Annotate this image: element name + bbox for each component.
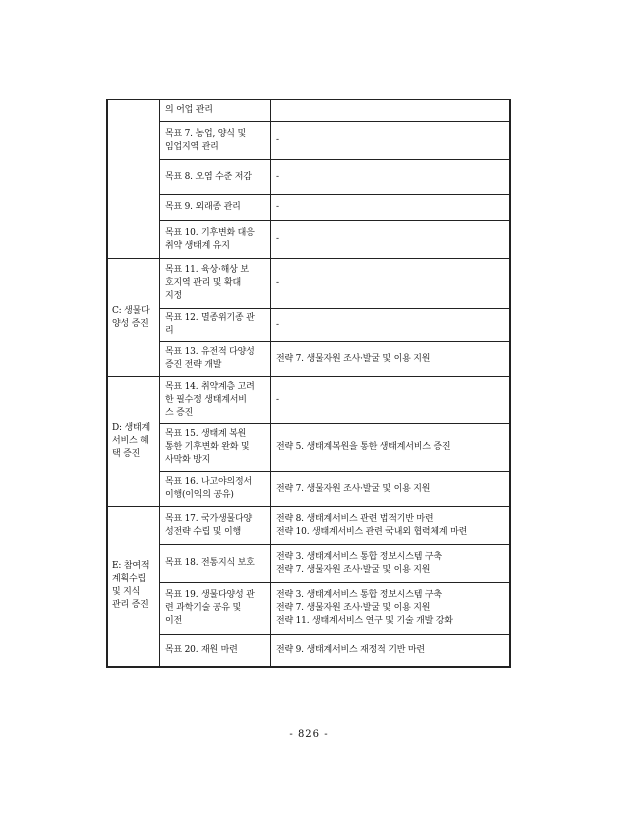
goal-text: 련 과학기술 공유 및 [165,603,241,613]
strategy-cell [271,221,511,259]
table-row [107,160,510,195]
table-row [107,583,510,635]
strategy-text: 전략 11. 생태계서비스 연구 및 기술 개발 강화 [276,616,453,626]
goal-text: 목표 11. 육상·해상 보 [165,265,249,275]
table-row [107,424,510,472]
goal-text: 목표 13. 유전적 다양성 [165,347,255,357]
strategy-text: 전략 10. 생태계서비스 관련 국내외 협력체계 마련 [276,526,468,537]
strategy-cell [271,635,511,667]
goal-cell [160,583,271,635]
strategy-text: - [276,278,279,288]
category-cell: C: 생물다 양성 증진 [107,259,160,377]
category-cell: D: 생태계 서비스 혜 택 증진 [107,377,160,507]
strategy-text: - [276,171,279,182]
goal-text: 이행(이익의 공유) [165,490,234,500]
goal-cell [160,472,271,507]
goal-text: 의 어업 관리 [165,105,213,115]
goal-text: 리 [165,326,174,336]
goal-text: 통한 기후변화 완화 및 [165,442,250,452]
goal-cell [160,259,271,309]
goal-cell [160,545,271,583]
goal-cell [160,507,271,545]
strategy-cell [271,472,511,507]
goal-text: 이전 [165,616,182,626]
table-row [107,122,510,160]
table-row [107,221,510,259]
strategy-cell [271,342,511,377]
goal-cell [160,100,271,122]
goal-text: 목표 16. 나고야의정서 [165,477,252,487]
goal-text: 스 증진 [165,407,194,418]
strategy-cell [271,583,511,635]
strategy-text: - [276,202,279,212]
strategy-cell [271,545,511,583]
strategy-text: - [276,234,279,244]
strategy-cell [271,424,511,472]
goal-text: 목표 9. 외래종 관리 [165,202,241,212]
goal-text: 목표 15. 생태계 복원 [165,429,247,439]
strategy-cell [271,259,511,309]
goal-cell [160,635,271,667]
table-row [107,195,510,221]
strategy-text: - [276,319,279,330]
goal-cell [160,221,271,259]
goal-text: 목표 12. 멸종위기종 관 [165,313,255,323]
table-row [107,635,510,667]
goal-cell [160,377,271,424]
goal-text: 목표 18. 전통지식 보호 [165,558,255,568]
goal-text: 목표 7. 농업, 양식 및 [165,128,246,139]
table-row [107,342,510,377]
goal-text: 목표 8. 오염 수준 저감 [165,171,252,182]
goal-text: 목표 20. 재원 마련 [165,644,238,655]
goal-text: 성전략 수립 및 이행 [165,526,241,537]
goal-cell [160,122,271,160]
table-row [107,472,510,507]
strategy-text: 전략 7. 생물자원 조사·발굴 및 이용 지원 [276,353,431,364]
table-row [107,545,510,583]
strategy-text: - [276,135,279,145]
table-row [107,377,510,424]
goal-text: 목표 10. 기후변화 대응 [165,227,255,238]
strategy-cell [271,100,511,122]
goal-text: 사막화 방지 [165,455,211,465]
strategy-text: 전략 3. 생태계서비스 통합 정보시스템 구축 [276,551,442,562]
strategy-cell [271,122,511,160]
strategy-goal-table [106,99,511,668]
category-cell [107,100,160,259]
goal-cell [160,424,271,472]
goal-text: 호지역 관리 및 확대 [165,278,241,288]
goal-text: 임업지역 관리 [165,141,219,152]
strategy-cell [271,377,511,424]
goal-text: 목표 17. 국가생물다양 [165,513,252,524]
goal-cell [160,160,271,195]
category-cell: E: 참여적 계획수립 및 지식 관리 증진 [107,507,160,667]
strategy-text: 전략 7. 생물자원 조사·발굴 및 이용 지원 [276,483,431,494]
table-row [107,309,510,342]
strategy-text: 전략 9. 생태계서비스 재정적 기반 마련 [276,644,425,655]
goal-cell [160,195,271,221]
goal-text: 목표 14. 취약계층 고려 [165,381,255,392]
goal-text: 취약 생태계 유지 [165,240,230,251]
goal-text: 목표 19. 생물다양성 관 [165,590,255,600]
strategy-text: 전략 8. 생태계서비스 관련 법적기반 마련 [276,513,434,524]
goal-text: 한 필수정 생태계서비 [165,394,247,405]
table-row [107,507,510,545]
strategy-text: - [276,394,279,405]
goal-cell [160,309,271,342]
strategy-text: 전략 3. 생태계서비스 통합 정보시스템 구축 [276,590,442,600]
page-number: - 826 - [289,729,329,740]
goal-text: 지정 [165,291,182,301]
strategy-cell [271,507,511,545]
strategy-text: 전략 7. 생물자원 조사·발굴 및 이용 지원 [276,603,431,613]
goal-text: 증진 전략 개발 [165,360,222,370]
goal-cell [160,342,271,377]
strategy-cell [271,160,511,195]
table-row [107,259,510,309]
strategy-text: 전략 5. 생태계복원을 통한 생태계서비스 증진 [276,442,451,452]
strategy-cell [271,309,511,342]
strategy-cell [271,195,511,221]
table-body [107,100,510,667]
strategy-text: 전략 7. 생물자원 조사·발굴 및 이용 지원 [276,564,431,575]
table-row [107,100,510,122]
